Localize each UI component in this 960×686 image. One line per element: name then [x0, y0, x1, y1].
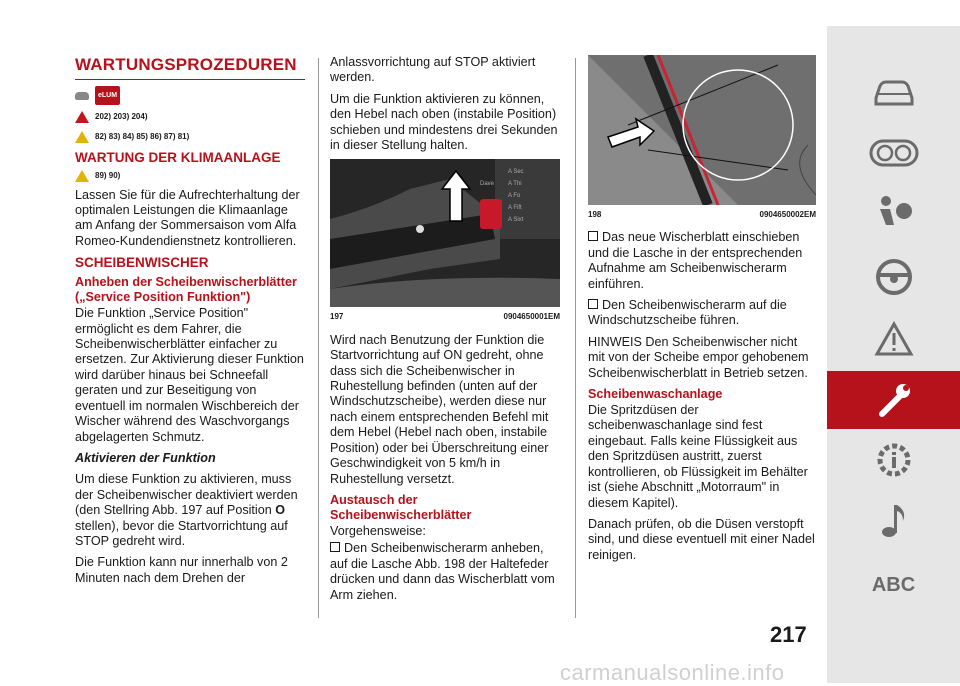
figure-197-code: 0904650001EM: [503, 312, 560, 322]
caution-yellow-icon: [75, 131, 89, 143]
step-2: [588, 230, 816, 292]
column-divider-1: [318, 58, 319, 618]
paragraph-service: Die Funktion „Service Position" ermöglicht es dem Fahrer, die Scheibenwischerblätter einfacher zu ersetzen. Zur Aktivierung dieser Funktion wird darüber hinaus bei Schneefall geraten und zur Beseitigung von eventuell im normalen Wischbereich der Wischer während des Waschvorgangs abgelagerten Schmutz.: [75, 306, 304, 444]
car-icon: [872, 78, 916, 108]
step-3-text: Den Scheibenwischerarm auf die Windschutzscheibe führen.: [588, 298, 787, 328]
refs-c: 89) 90): [95, 171, 121, 181]
paragraph-wasch-1: Die Spritzdüsen der scheibenwaschanlage sind fest eingebaut. Falls keine Flüssigkeit aus den Spritzdüsen austritt, zuerst kontrollieren, ob Flüssigkeit im Behälter ist (siehe Abschnitt „Motorraum" in diesem Kapitel).: [588, 403, 808, 510]
figure-198-code: 0904650002EM: [759, 210, 816, 219]
lum-badge: eLUM: [95, 86, 120, 105]
heading-klima: WARTUNG DER KLIMAANLAGE: [75, 150, 281, 166]
chapter-sidebar: [827, 26, 960, 683]
paragraph-top-2: Um die Funktion aktivieren zu können, den Hebel nach oben (instabile Position) schieben und mindestens drei Sekunden in dieser Stellung halten.: [330, 91, 558, 153]
paragraph-klima: Lassen Sie für die Aufrechterhaltung der optimalen Leistungen die Klimaanlage am Anfang der Sommersaison vom Alfa Romeo-Kundendienstnetz kontrollieren.: [75, 187, 300, 248]
sidebar-item-driving[interactable]: [827, 248, 960, 306]
screen-label-6: Dave: [480, 181, 495, 188]
car-lift-icon: [75, 92, 89, 100]
airbag-icon: [874, 193, 914, 233]
caution-yellow-icon: [75, 170, 89, 182]
title-rule: [75, 79, 305, 80]
sidebar-item-car[interactable]: [827, 64, 960, 122]
paragraph-wasch-2: Danach prüfen, ob die Düsen verstopft sind, und diese eventuell mit einer Nadel reinigen.: [588, 516, 815, 562]
position-o-symbol: O: [275, 503, 286, 518]
column-3: [588, 55, 816, 569]
column-1: [75, 55, 305, 592]
paragraph-aktivieren-2: Die Funktion kann nur innerhalb von 2 Minuten nach dem Drehen der: [75, 555, 288, 585]
sidebar-item-dashboard[interactable]: [827, 124, 960, 182]
wrench-icon: [874, 380, 914, 420]
page-title: WARTUNGSPROZEDUREN: [75, 55, 297, 74]
wiper-illustration: [588, 55, 816, 205]
heading-waschanlage: Scheibenwaschanlage: [588, 387, 723, 402]
lum-row: [75, 86, 305, 105]
sidebar-item-maintenance[interactable]: [827, 371, 960, 429]
sidebar-item-emergency[interactable]: [827, 310, 960, 368]
gauges-icon: [869, 139, 919, 167]
figure-197-caption: [330, 309, 560, 324]
warning-icon: [874, 321, 914, 357]
figure-198-number: 198: [588, 210, 602, 219]
screen-label-4: A Fift: [508, 205, 522, 212]
caution-refs-c: [75, 168, 305, 183]
sidebar-item-technical[interactable]: [827, 431, 960, 489]
refs-b: 82) 83) 84) 85) 86) 87) 81): [95, 131, 190, 141]
paragraph-vorgehen: Vorgehensweise:: [330, 523, 426, 538]
figure-198-caption: [588, 207, 816, 222]
akt1-text-post: stellen), bevor die Startvorrichtung auf STOP gedreht wird.: [75, 518, 288, 548]
figure-197-number: 197: [330, 312, 344, 322]
figure-197: [330, 159, 560, 307]
heading-austausch: Austausch der Scheibenwischerblätter: [330, 492, 472, 522]
refs-a: 202) 203) 204): [95, 112, 148, 122]
akt1-text-pre: Um diese Funktion zu aktivieren, muss der Scheibenwischer deaktiviert werden (den Stellring Abb. 197 auf Position: [75, 472, 298, 518]
figure-198: [588, 55, 816, 205]
screen-label-2: A Thi: [508, 181, 522, 188]
heading-wischer: SCHEIBENWISCHER: [75, 255, 209, 271]
screen-label-1: A Sec: [508, 169, 524, 176]
paragraph-top-1: Anlassvorrichtung auf STOP aktiviert werden.: [330, 55, 536, 85]
music-note-icon: [879, 501, 909, 541]
steering-wheel-icon: [874, 257, 914, 297]
attention-refs: [75, 109, 305, 124]
heading-aktivieren: Aktivieren der Funktion: [75, 450, 216, 465]
step-2-text: Das neue Wischerblatt einschieben und die Lasche in der entsprechenden Aufnahme am Scheibenwischerarm einführen.: [588, 230, 803, 291]
caution-refs: [75, 129, 305, 144]
watermark: carmanualsonline.info: [560, 660, 785, 685]
heading-anheben: Anheben der Scheibenwischerblätter („Service Position Funktion"): [75, 275, 297, 305]
column-2: [330, 55, 560, 609]
attention-red-icon: [75, 111, 89, 123]
screen-label-5: A Sixt: [508, 217, 524, 224]
paragraph-hinweis: HINWEIS Den Scheibenwischer nicht mit von der Scheibe empor gehobenem Scheibenwischerblatt in Betrieb setzen.: [588, 334, 809, 380]
checkbox-bullet-icon: [588, 231, 598, 241]
page-number: 217: [770, 622, 807, 647]
step-1-text: Den Scheibenwischerarm anheben, auf die Lasche Abb. 198 der Haltefeder drücken und dann das Wischerblatt vom Arm ziehen.: [330, 541, 555, 602]
sidebar-item-multimedia[interactable]: [827, 492, 960, 550]
lever-illustration: [330, 159, 560, 307]
checkbox-bullet-icon: [588, 299, 598, 309]
checkbox-bullet-icon: [330, 542, 340, 552]
column-divider-2: [575, 58, 576, 618]
sidebar-item-safety[interactable]: [827, 184, 960, 242]
step-1: [330, 541, 560, 603]
screen-label-3: A Fo: [508, 193, 521, 200]
step-3: [588, 298, 816, 329]
abc-index-icon: ABC: [871, 573, 916, 596]
sidebar-item-index[interactable]: [827, 556, 960, 614]
gear-info-icon: [874, 440, 914, 480]
paragraph-mid: Wird nach Benutzung der Funktion die Startvorrichtung auf ON gedreht, ohne dass sich die Scheibenwischer in Ruhestellung befinden (unten auf der Windschutzscheibe), werden diese nur nach einem entsprechenden Befehl mit dem Hebel (Hebel nach oben, instabile Position) oder bei Überschreitung einer Geschwindigkeit von 5 km/h in Ruhestellung versetzt.: [330, 332, 549, 486]
paragraph-aktivieren-1: [75, 472, 305, 549]
